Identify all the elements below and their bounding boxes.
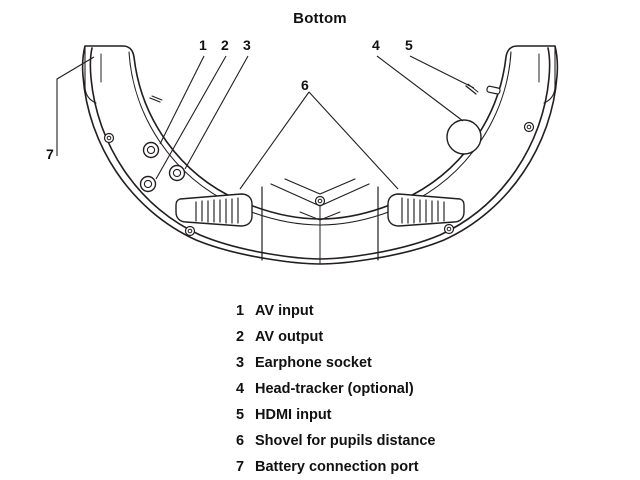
- callout-number-2: 2: [221, 37, 229, 53]
- legend-item-1: [236, 298, 566, 324]
- figure-title: Bottom: [293, 10, 347, 27]
- head-tracker-pad: [447, 120, 481, 154]
- screw-right-lower: [445, 225, 454, 234]
- legend-number-7: 7: [236, 459, 245, 475]
- legend-item-5: [236, 402, 566, 428]
- legend-number-2: 2: [236, 329, 245, 345]
- av-output-socket: [141, 177, 156, 192]
- callout-number-6: 6: [301, 77, 309, 93]
- legend-item-4: [236, 376, 566, 402]
- legend-number-1: 1: [236, 303, 245, 319]
- legend-number-6: 6: [236, 433, 245, 449]
- port-slot-right: [487, 86, 501, 95]
- screw-right-upper: [525, 123, 534, 132]
- legend-number-5: 5: [236, 407, 245, 423]
- screw-left-lower: [186, 227, 195, 236]
- legend-label-5: HDMI input: [255, 407, 332, 423]
- legend-item-3: [236, 350, 566, 376]
- screw-left-upper: [105, 134, 114, 143]
- earphone-socket: [170, 166, 185, 181]
- legend-label-2: AV output: [255, 329, 324, 345]
- legend-number-3: 3: [236, 355, 245, 371]
- callout-number-7: 7: [46, 146, 54, 162]
- legend-item-7: [236, 454, 566, 480]
- callout-number-5: 5: [405, 37, 413, 53]
- legend-label-4: Head-tracker (optional): [255, 381, 414, 397]
- callout-number-3: 3: [243, 37, 251, 53]
- hdmi-input-slot: [466, 86, 476, 94]
- callout-number-4: 4: [372, 37, 380, 53]
- leader-line-6-right: [309, 92, 398, 189]
- legend-item-6: [236, 428, 566, 454]
- leader-line-4: [377, 56, 463, 121]
- headset-bottom-view-illustration: [0, 24, 640, 274]
- legend-label-6: Shovel for pupils distance: [255, 433, 436, 449]
- legend-list: [236, 298, 566, 480]
- leader-line-1: [160, 56, 204, 144]
- legend-label-7: Battery connection port: [255, 459, 419, 475]
- legend-label-3: Earphone socket: [255, 355, 372, 371]
- legend-label-1: AV input: [255, 303, 314, 319]
- legend-number-4: 4: [236, 381, 245, 397]
- legend-item-2: [236, 324, 566, 350]
- leader-line-6-left: [240, 92, 309, 189]
- callout-number-1: 1: [199, 37, 207, 53]
- leader-line-5: [410, 56, 474, 88]
- av-input-socket: [144, 143, 159, 158]
- nose-bridge-top: [285, 179, 355, 194]
- leader-line-2: [156, 56, 226, 179]
